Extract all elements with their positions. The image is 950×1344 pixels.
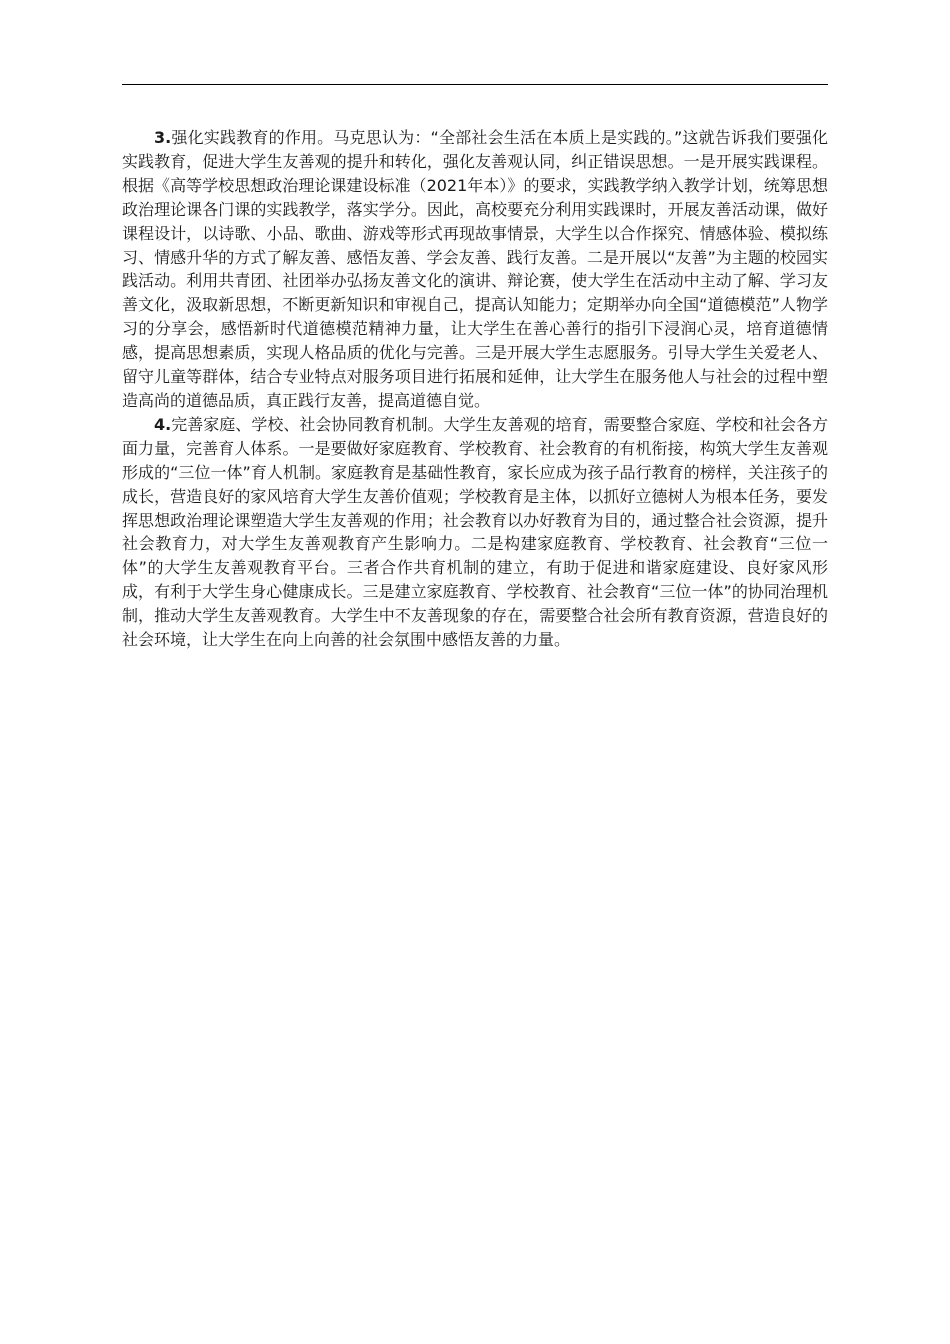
paragraph-3	[122, 126, 828, 413]
header-rule	[122, 84, 828, 85]
paragraph-4-text: 完善家庭、学校、社会协同教育机制。大学生友善观的培育，需要整合家庭、学校和社会各方面力量，完善育人体系。一是要做好家庭教育、学校教育、社会教育的有机衔接，构筑大学生友善观形成的“三位一体”育人机制。家庭教育是基础性教育，家长应成为孩子品行教育的榜样，关注孩子的成长，营造良好的家风培育大学生友善价值观；学校教育是主体，以抓好立德树人为根本任务，要发挥思想政治理论课塑造大学生友善观的作用；社会教育以办好教育为目的，通过整合社会资源，提升社会教育力，对大学生友善观教育产生影响力。二是构建家庭教育、学校教育、社会教育“三位一体”的大学生友善观教育平台。三者合作共育机制的建立，有助于促进和谐家庭建设、良好家风形成，有利于大学生身心健康成长。三是建立家庭教育、学校教育、社会教育“三位一体”的协同治理机制，推动大学生友善观教育。大学生中不友善现象的存在，需要整合社会所有教育资源，营造良好的社会环境，让大学生在向上向善的社会氛围中感悟友善的力量。	[122, 414, 828, 650]
document-body	[122, 126, 828, 652]
paragraph-3-text: 强化实践教育的作用。马克思认为：“全部社会生活在本质上是实践的。”这就告诉我们要强化实践教育，促进大学生友善观的提升和转化，强化友善观认同，纠正错误思想。一是开展实践课程。根据《高等学校思想政治理论课建设标准（2021年本）》的要求，实践教学纳入教学计划，统筹思想政治理论课各门课的实践教学，落实学分。因此，高校要充分利用实践课时，开展友善活动课，做好课程设计，以诗歌、小品、歌曲、游戏等形式再现故事情景，大学生以合作探究、情感体验、模拟练习、情感升华的方式了解友善、感悟友善、学会友善、践行友善。二是开展以“友善”为主题的校园实践活动。利用共青团、社团举办弘扬友善文化的演讲、辩论赛，使大学生在活动中主动了解、学习友善文化，汲取新思想，不断更新知识和审视自己，提高认知能力；定期举办向全国“道德模范”人物学习的分享会，感悟新时代道德模范精神力量，让大学生在善心善行的指引下浸润心灵，培育道德情感，提高思想素质，实现人格品质的优化与完善。三是开展大学生志愿服务。引导大学生关爱老人、留守儿童等群体，结合专业特点对服务项目进行拓展和延伸，让大学生在服务他人与社会的过程中塑造高尚的道德品质，真正践行友善，提高道德自觉。	[122, 128, 828, 410]
paragraph-4	[122, 413, 828, 652]
paragraph-4-number: 4.	[154, 414, 172, 434]
paragraph-3-number: 3.	[154, 128, 172, 147]
